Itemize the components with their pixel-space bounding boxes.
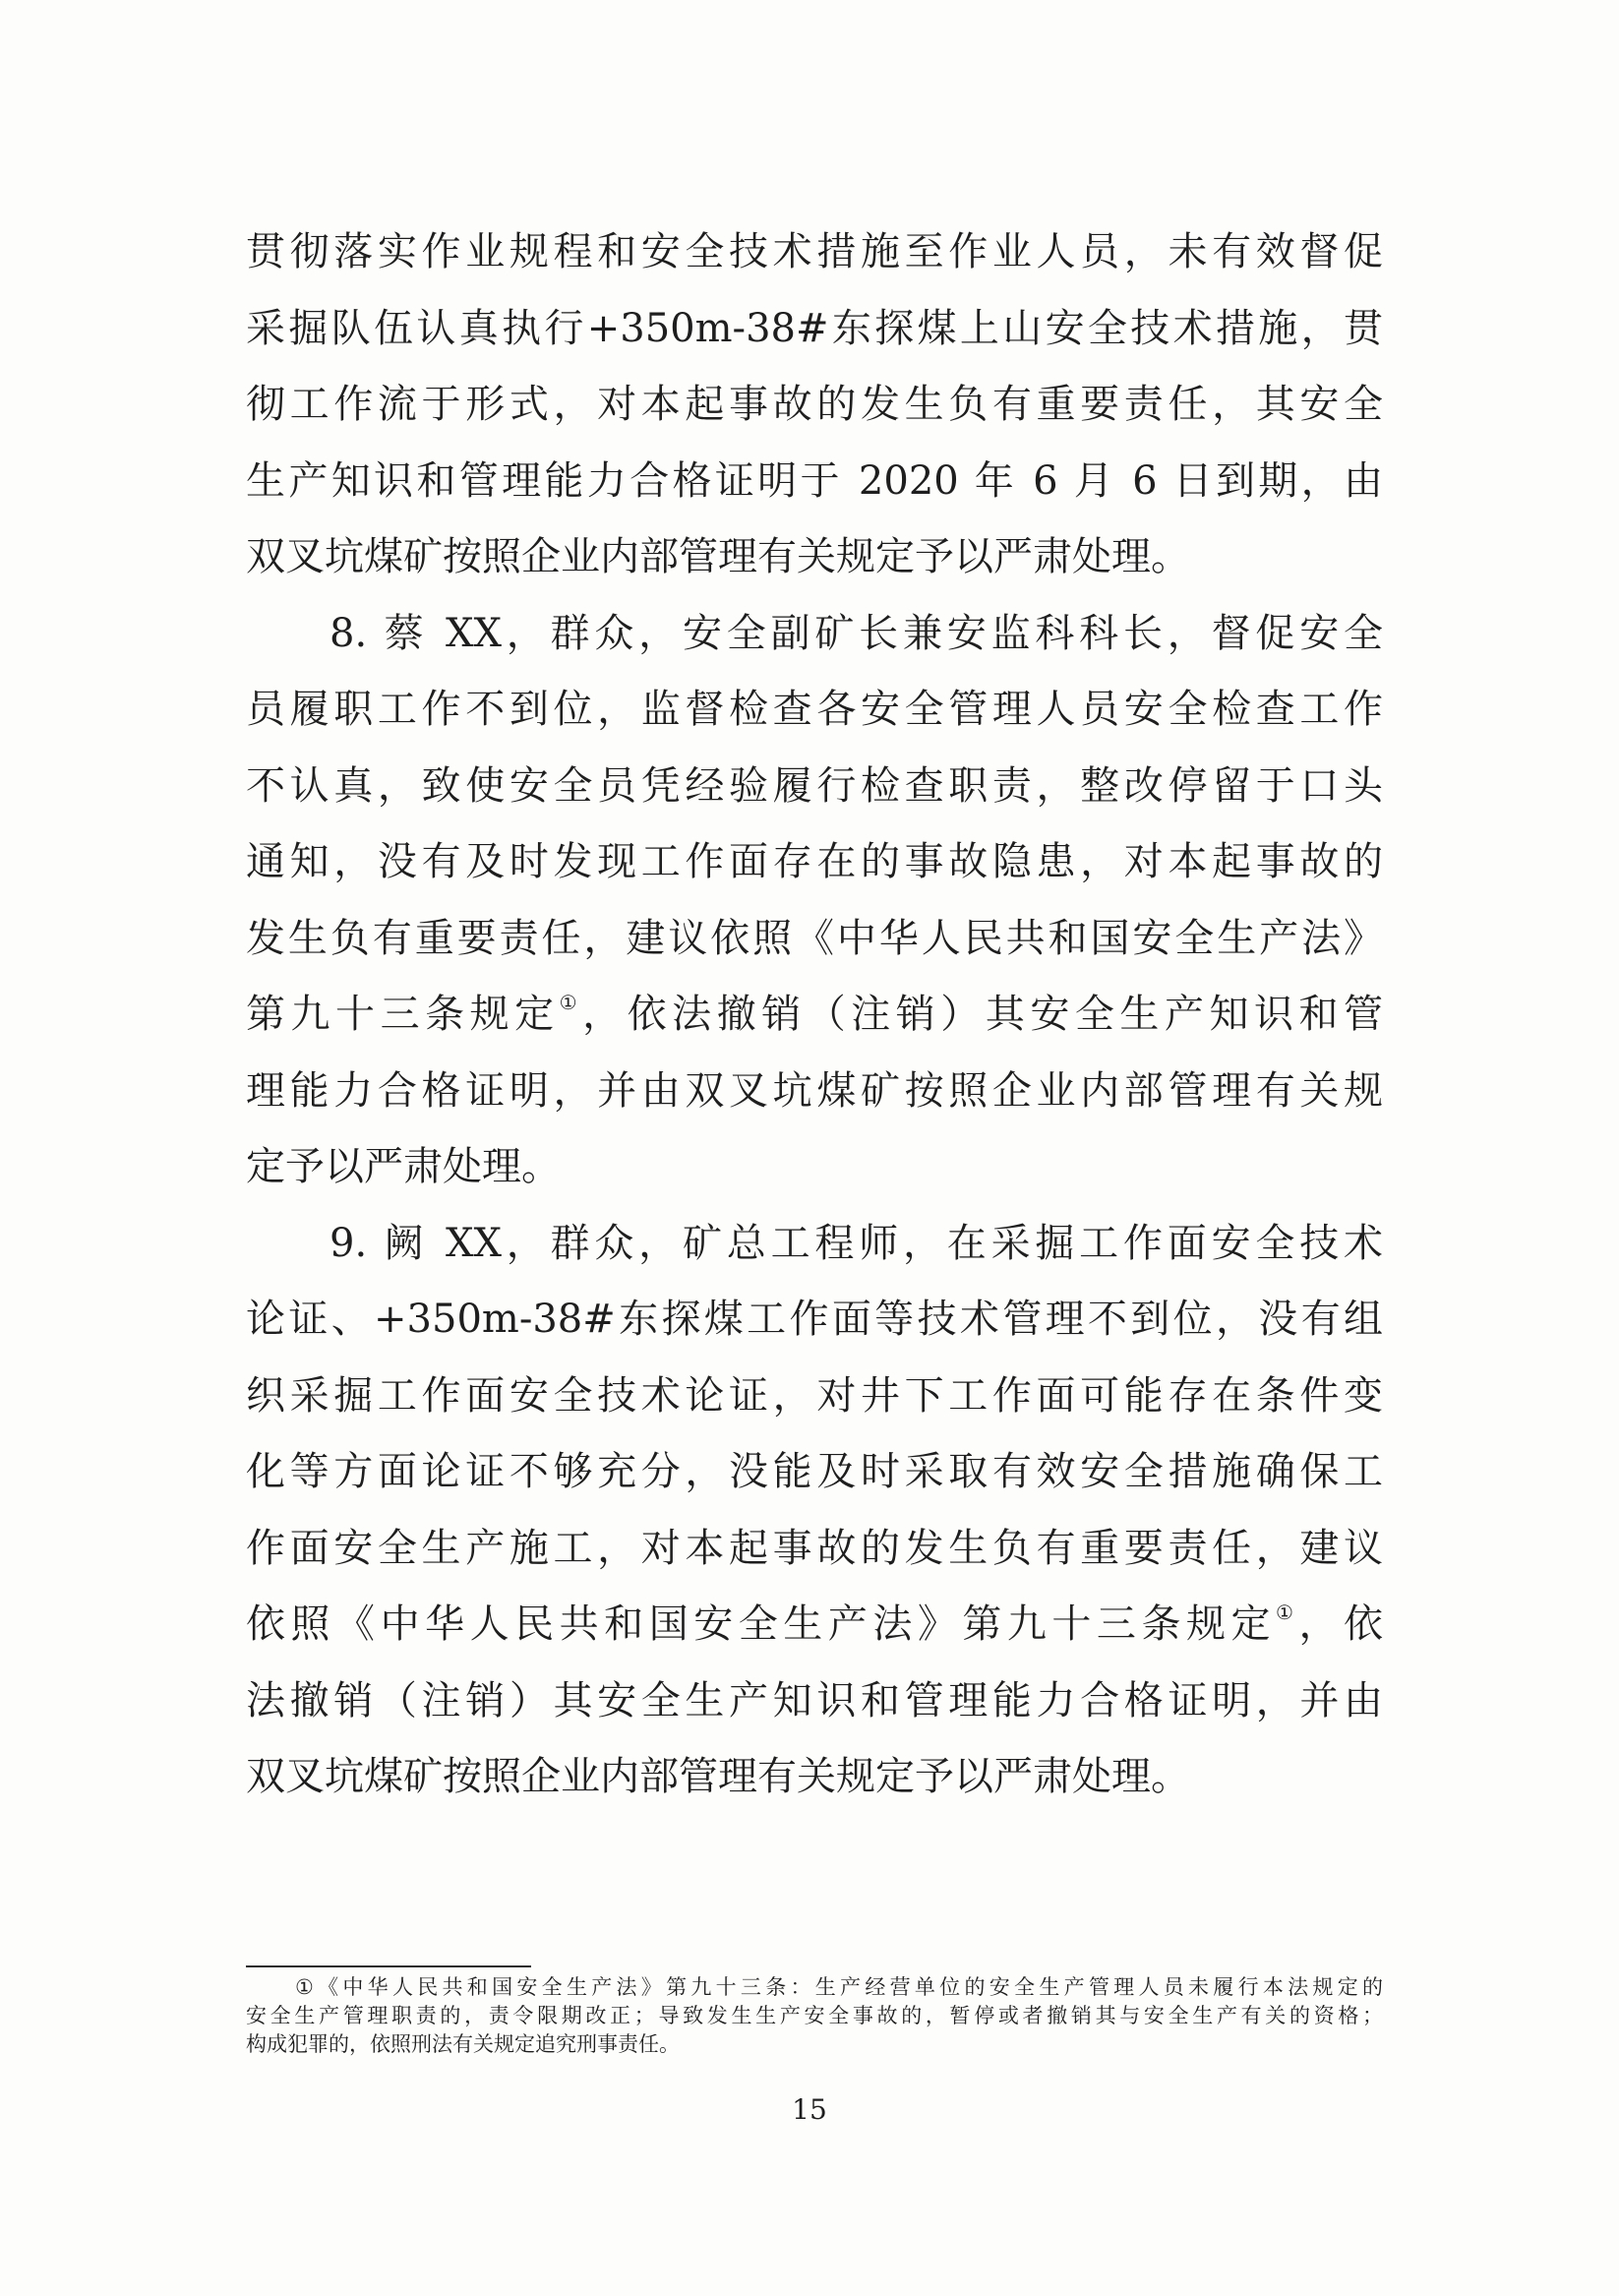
text-line: 不认真，致使安全员凭经验履行检查职责，整改停留于口头: [246, 762, 1383, 809]
text-line: 双叉坑煤矿按照企业内部管理有关规定予以严肃处理。: [246, 1754, 1190, 1799]
paragraph-item-9: [246, 1206, 1383, 1816]
text-line: 双叉坑煤矿按照企业内部管理有关规定予以严肃处理。: [246, 534, 1190, 579]
text-line: 贯彻落实作业规程和安全技术措施至作业人员，未有效督促: [246, 229, 1383, 274]
text-segment: ，依: [1298, 1601, 1384, 1647]
text-line: 9. 阙 XX，群众，矿总工程师，在采掘工作面安全技术: [330, 1220, 1383, 1266]
footnote: [246, 1973, 1383, 2059]
text-line: 发生负有重要责任，建议依照《中华人民共和国安全生产法》: [246, 915, 1383, 961]
text-line: 织采掘工作面安全技术论证，对井下工作面可能存在条件变: [246, 1372, 1383, 1419]
footnote-line: ①《中华人民共和国安全生产法》第九十三条：生产经营单位的安全生产管理人员未履行本法规定的: [295, 1975, 1383, 1999]
text-line: 通知，没有及时发现工作面存在的事故隐患，对本起事故的: [246, 839, 1383, 884]
body-text: [246, 214, 1383, 1816]
paragraph-item-8: [246, 596, 1383, 1206]
text-segment: ，依法撤销（注销）其安全生产知识和管: [582, 992, 1384, 1037]
page-number: 15: [792, 2093, 827, 2126]
paragraph-continuation: [246, 214, 1383, 596]
text-line: 彻工作流于形式，对本起事故的发生负有重要责任，其安全: [246, 382, 1383, 427]
text-line: 论证、+350m-38#东探煤工作面等技术管理不到位，没有组: [246, 1297, 1383, 1342]
text-segment: 依照《中华人民共和国安全生产法》第九十三条规定: [246, 1601, 1277, 1647]
text-segment: 第九十三条规定: [246, 992, 560, 1037]
text-line: 8. 蔡 XX，群众，安全副矿长兼安监科科长，督促安全: [330, 610, 1383, 656]
footnote-separator: [246, 1965, 531, 1967]
footnote-reference: ①: [559, 991, 583, 1014]
text-line-with-footnote: [246, 977, 1383, 1054]
footnote-line: 构成犯罪的，依照刑法有关规定追究刑事责任。: [246, 2032, 680, 2056]
text-line: 定予以严肃处理。: [246, 1144, 561, 1189]
text-line: 作面安全生产施工，对本起事故的发生负有重要责任，建议: [246, 1525, 1383, 1571]
text-line: 理能力合格证明，并由双叉坑煤矿按照企业内部管理有关规: [246, 1067, 1383, 1114]
text-line: 采掘队伍认真执行+350m-38#东探煤上山安全技术措施，贯: [246, 305, 1383, 351]
text-line: 员履职工作不到位，监督检查各安全管理人员安全检查工作: [246, 687, 1383, 732]
text-line-with-footnote: [246, 1587, 1383, 1663]
text-line: 化等方面论证不够充分，没能及时采取有效安全措施确保工: [246, 1449, 1383, 1494]
footnote-reference: ①: [1276, 1601, 1299, 1624]
footnote-line: 安全生产管理职责的，责令限期改正；导致发生生产安全事故的，暂停或者撤销其与安全生产有关的资格；: [246, 2004, 1383, 2027]
text-line: 法撤销（注销）其安全生产知识和管理能力合格证明，并由: [246, 1677, 1383, 1723]
text-line: 生产知识和管理能力合格证明于 2020 年 6 月 6 日到期，由: [246, 457, 1383, 504]
